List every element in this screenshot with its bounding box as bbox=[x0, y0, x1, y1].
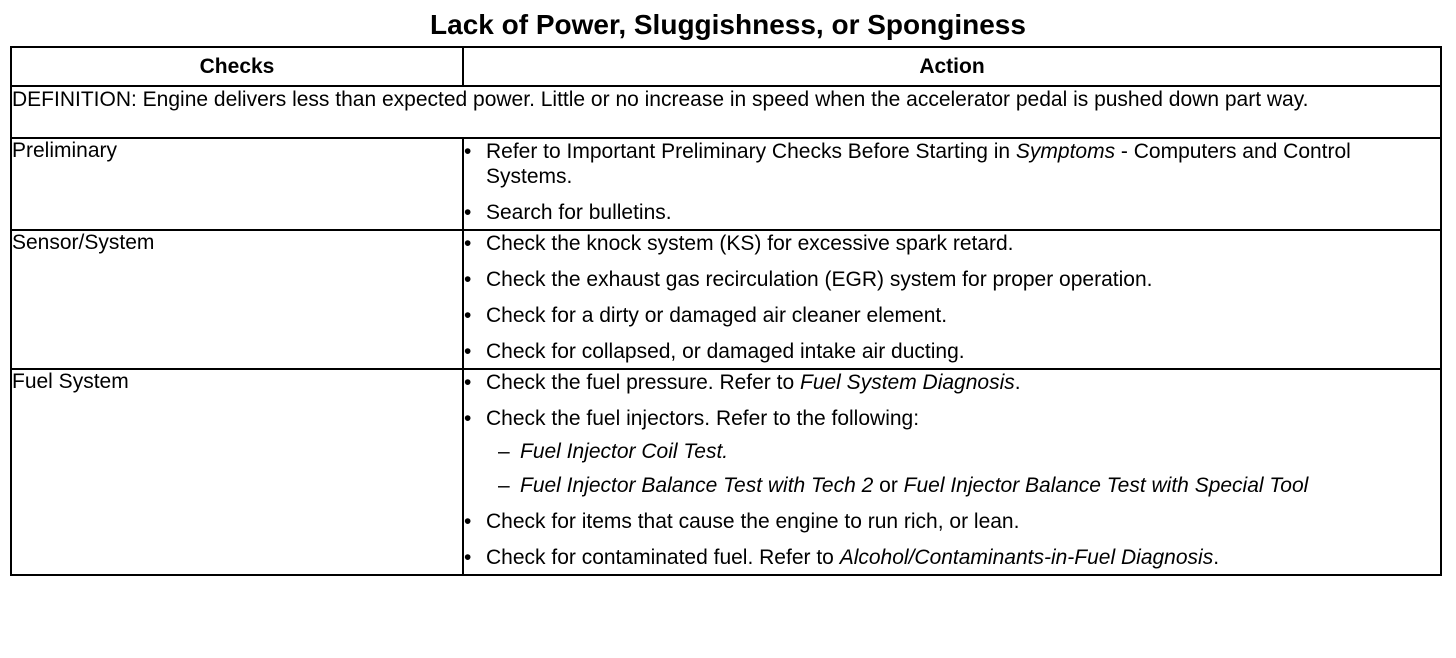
checks-header: Checks bbox=[11, 47, 463, 86]
action-reference: Fuel Injector Balance Test with Tech 2 bbox=[520, 474, 874, 497]
action-reference: Symptoms bbox=[1015, 140, 1116, 163]
action-header: Action bbox=[463, 47, 1441, 86]
table-row bbox=[11, 138, 1441, 230]
action-reference: Alcohol/Contaminants-in-Fuel Diagnosis bbox=[839, 546, 1214, 569]
action-cell bbox=[463, 369, 1441, 575]
action-text: Check the knock system (KS) for excessive spark retard. bbox=[486, 232, 1014, 255]
definition-text: DEFINITION: Engine delivers less than expected power. Little or no increase in speed when the accelerator pedal is pushed down part way. bbox=[11, 86, 1441, 138]
check-fuel-system: Fuel System bbox=[11, 369, 463, 575]
action-list bbox=[464, 370, 1440, 570]
bullet-icon: • bbox=[464, 407, 472, 430]
action-reference: Fuel Injector Coil Test. bbox=[520, 440, 729, 463]
list-item bbox=[464, 339, 1440, 364]
dash-icon: – bbox=[498, 440, 510, 463]
check-sensor-system: Sensor/System bbox=[11, 230, 463, 369]
bullet-icon: • bbox=[464, 140, 472, 163]
sub-list bbox=[486, 439, 1440, 498]
table-row bbox=[11, 230, 1441, 369]
action-reference: Fuel Injector Balance Test with Special Tool bbox=[903, 474, 1309, 497]
action-cell bbox=[463, 230, 1441, 369]
action-text: or bbox=[873, 474, 904, 497]
action-reference: Fuel System Diagnosis bbox=[800, 371, 1015, 394]
sub-list-item bbox=[486, 473, 1440, 498]
bullet-icon: • bbox=[464, 340, 472, 363]
action-text: Check the exhaust gas recirculation (EGR) system for proper operation. bbox=[486, 268, 1153, 291]
action-text: Check the fuel injectors. Refer to the following: bbox=[486, 407, 920, 430]
page-title: Lack of Power, Sluggishness, or Sponginess bbox=[430, 9, 1026, 40]
diagnosis-table bbox=[10, 46, 1442, 576]
bullet-icon: • bbox=[464, 371, 472, 394]
action-text: Check for items that cause the engine to run rich, or lean. bbox=[486, 510, 1020, 533]
list-item bbox=[464, 231, 1440, 256]
list-item bbox=[464, 545, 1440, 570]
list-item bbox=[464, 139, 1440, 189]
action-text: - Computers and Control Systems. bbox=[486, 140, 1351, 188]
list-item bbox=[464, 509, 1440, 534]
bullet-icon: • bbox=[464, 304, 472, 327]
list-item bbox=[464, 406, 1440, 498]
action-text: Check for a dirty or damaged air cleaner element. bbox=[486, 304, 948, 327]
bullet-icon: • bbox=[464, 268, 472, 291]
action-text: . bbox=[1014, 371, 1021, 394]
action-list bbox=[464, 231, 1440, 364]
header-row bbox=[11, 47, 1441, 86]
bullet-icon: • bbox=[464, 201, 472, 224]
definition-row bbox=[11, 86, 1441, 138]
bullet-icon: • bbox=[464, 510, 472, 533]
action-text: Check for collapsed, or damaged intake air ducting. bbox=[486, 340, 965, 363]
bullet-icon: • bbox=[464, 232, 472, 255]
action-text: Search for bulletins. bbox=[486, 201, 672, 224]
action-text: Check the fuel pressure. Refer to bbox=[486, 371, 800, 394]
list-item bbox=[464, 370, 1440, 395]
action-text: Refer to Important Preliminary Checks Before Starting in bbox=[486, 140, 1016, 163]
action-cell bbox=[463, 138, 1441, 230]
list-item bbox=[464, 303, 1440, 328]
bullet-icon: • bbox=[464, 546, 472, 569]
action-text: . bbox=[1213, 546, 1220, 569]
table-row bbox=[11, 369, 1441, 575]
sub-list-item bbox=[486, 439, 1440, 464]
list-item bbox=[464, 200, 1440, 225]
action-list bbox=[464, 139, 1440, 225]
action-text: Check for contaminated fuel. Refer to bbox=[486, 546, 840, 569]
check-preliminary: Preliminary bbox=[11, 138, 463, 230]
dash-icon: – bbox=[498, 474, 510, 497]
list-item bbox=[464, 267, 1440, 292]
